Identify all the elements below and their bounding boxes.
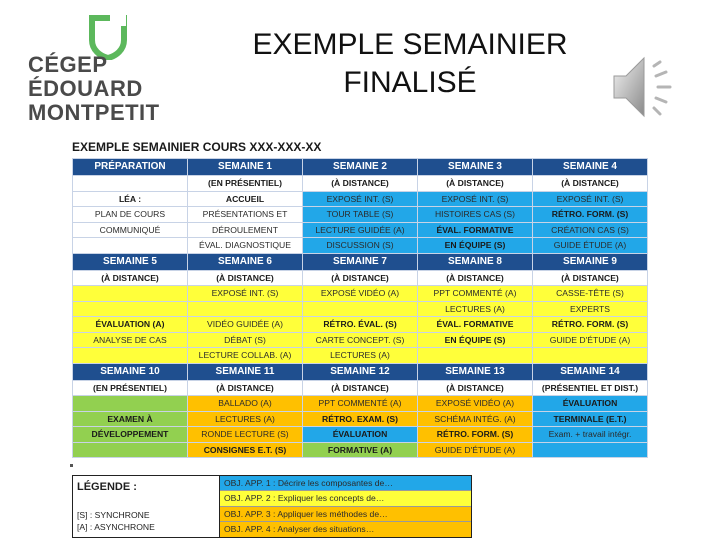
table-cell: PPT COMMENTÉ (A) xyxy=(303,396,418,412)
table-cell: (EN PRÉSENTIEL) xyxy=(73,380,188,396)
table-row xyxy=(73,427,648,443)
slide-title xyxy=(210,26,610,102)
legend-item: OBJ. APP. 1 : Décrire les composantes de… xyxy=(220,476,471,491)
table-cell: COMMUNIQUÉ xyxy=(73,222,188,238)
block1-header: SEMAINE 1 xyxy=(188,159,303,176)
table-cell: (À DISTANCE) xyxy=(303,380,418,396)
table-cell: PPT COMMENTÉ (A) xyxy=(418,286,533,302)
table-cell: BALLADO (A) xyxy=(188,396,303,412)
table-row xyxy=(73,380,648,396)
table-cell xyxy=(188,301,303,317)
table-cell: PRÉSENTATIONS ET xyxy=(188,207,303,223)
table-cell: LECTURE COLLAB. (A) xyxy=(188,348,303,364)
table-row xyxy=(73,176,648,192)
table-cell: ANALYSE DE CAS xyxy=(73,332,188,348)
table-cell: RÉTRO. EXAM. (S) xyxy=(303,411,418,427)
block2-header-row xyxy=(73,253,648,270)
table-cell: (À DISTANCE) xyxy=(533,176,648,192)
table-cell: ÉVAL. DIAGNOSTIQUE xyxy=(188,238,303,254)
logo-line-2: ÉDOUARD xyxy=(28,76,143,101)
legend-asynchrone: [A] : ASYNCHRONE xyxy=(77,522,155,532)
table-cell: ÉVALUATION (A) xyxy=(73,317,188,333)
legend-items xyxy=(219,476,471,537)
table-cell: VIDÉO GUIDÉE (A) xyxy=(188,317,303,333)
table-cell: CONSIGNES E.T. (S) xyxy=(188,442,303,458)
table-cell: HISTOIRES CAS (S) xyxy=(418,207,533,223)
table-cell xyxy=(418,348,533,364)
table-cell: LECTURES (A) xyxy=(303,348,418,364)
table-row xyxy=(73,411,648,427)
table-row xyxy=(73,348,648,364)
table-cell xyxy=(533,348,648,364)
table-cell: LECTURE GUIDÉE (A) xyxy=(303,222,418,238)
table-row xyxy=(73,442,648,458)
table-cell: (À DISTANCE) xyxy=(73,270,188,286)
block1-header-row xyxy=(73,159,648,176)
schedule-table xyxy=(72,158,648,458)
block2-header: SEMAINE 6 xyxy=(188,253,303,270)
slide-title-line-2: FINALISÉ xyxy=(343,66,477,99)
logo-line-1: CÉGEP xyxy=(28,52,108,77)
table-cell: EXPERTS xyxy=(533,301,648,317)
speaker-icon[interactable] xyxy=(610,52,690,122)
table-row xyxy=(73,317,648,333)
table-cell xyxy=(533,442,648,458)
table-cell: (À DISTANCE) xyxy=(303,176,418,192)
table-cell: EXPOSÉ VIDÉO (A) xyxy=(418,396,533,412)
table-cell: SCHÉMA INTÉG. (A) xyxy=(418,411,533,427)
table-cell: EN ÉQUIPE (S) xyxy=(418,332,533,348)
table-cell xyxy=(73,396,188,412)
table-cell: EXPOSÉ VIDÉO (A) xyxy=(303,286,418,302)
table-cell: EN ÉQUIPE (S) xyxy=(418,238,533,254)
table-cell: ÉVAL. FORMATIVE xyxy=(418,317,533,333)
legend-item: OBJ. APP. 3 : Appliquer les méthodes de… xyxy=(220,507,471,522)
table-cell: RÉTRO. FORM. (S) xyxy=(418,427,533,443)
table-cell: (À DISTANCE) xyxy=(533,270,648,286)
table-cell: EXAMEN À xyxy=(73,411,188,427)
table-cell: ÉVALUATION xyxy=(303,427,418,443)
table-cell: CRÉATION CAS (S) xyxy=(533,222,648,238)
block1-header: SEMAINE 4 xyxy=(533,159,648,176)
table-cell xyxy=(73,442,188,458)
table-row xyxy=(73,191,648,207)
table-cell: RÉTRO. FORM. (S) xyxy=(533,207,648,223)
table-cell: (EN PRÉSENTIEL) xyxy=(188,176,303,192)
table-cell: RÉTRO. FORM. (S) xyxy=(533,317,648,333)
table-row xyxy=(73,332,648,348)
table-cell: EXPOSÉ INT. (S) xyxy=(533,191,648,207)
table-row xyxy=(73,396,648,412)
table-cell: PLAN DE COURS xyxy=(73,207,188,223)
table-row xyxy=(73,207,648,223)
table-cell: EXPOSÉ INT. (S) xyxy=(188,286,303,302)
slide-title-line-1: EXEMPLE SEMAINIER xyxy=(252,28,568,61)
table-cell xyxy=(73,348,188,364)
legend-item: OBJ. APP. 2 : Expliquer les concepts de… xyxy=(220,491,471,506)
table-cell: TERMINALE (E.T.) xyxy=(533,411,648,427)
block3-header: SEMAINE 13 xyxy=(418,363,533,380)
table-cell: TOUR TABLE (S) xyxy=(303,207,418,223)
table-cell xyxy=(303,301,418,317)
table-cell: CASSE-TÊTE (S) xyxy=(533,286,648,302)
legend-key xyxy=(73,476,219,537)
block2-header: SEMAINE 8 xyxy=(418,253,533,270)
table-row xyxy=(73,238,648,254)
legend-box xyxy=(72,475,472,538)
block3-header: SEMAINE 12 xyxy=(303,363,418,380)
table-cell: EXPOSÉ INT. (S) xyxy=(418,191,533,207)
table-cell: DÉROULEMENT xyxy=(188,222,303,238)
table-cell: (À DISTANCE) xyxy=(418,176,533,192)
cegep-logo xyxy=(28,14,168,125)
table-cell: GUIDE D'ÉTUDE (A) xyxy=(533,332,648,348)
table-cell: (À DISTANCE) xyxy=(303,270,418,286)
table-row xyxy=(73,222,648,238)
table-cell: (À DISTANCE) xyxy=(418,270,533,286)
table-cell: ACCUEIL xyxy=(188,191,303,207)
table-row xyxy=(73,286,648,302)
table-cell xyxy=(73,238,188,254)
table-cell: (À DISTANCE) xyxy=(418,380,533,396)
table-cell xyxy=(73,301,188,317)
table-cell: RÉTRO. ÉVAL. (S) xyxy=(303,317,418,333)
table-row xyxy=(73,301,648,317)
table-cell: (À DISTANCE) xyxy=(188,270,303,286)
schedule-title: EXEMPLE SEMAINIER COURS XXX-XXX-XX xyxy=(72,140,322,154)
table-cell: (À DISTANCE) xyxy=(188,380,303,396)
table-cell: LECTURES (A) xyxy=(418,301,533,317)
block3-header: SEMAINE 14 xyxy=(533,363,648,380)
table-cell xyxy=(73,176,188,192)
table-cell: DÉBAT (S) xyxy=(188,332,303,348)
legend-title: LÉGENDE : xyxy=(77,481,137,493)
table-cell: LÉA : xyxy=(73,191,188,207)
legend-item: OBJ. APP. 4 : Analyser des situations… xyxy=(220,522,471,537)
block2-header: SEMAINE 9 xyxy=(533,253,648,270)
block3-header: SEMAINE 10 xyxy=(73,363,188,380)
table-cell: CARTE CONCEPT. (S) xyxy=(303,332,418,348)
table-cell: GUIDE ÉTUDE (A) xyxy=(533,238,648,254)
table-cell: DÉVELOPPEMENT xyxy=(73,427,188,443)
logo-line-3: MONTPETIT xyxy=(28,100,160,125)
block2-header: SEMAINE 7 xyxy=(303,253,418,270)
table-cell: ÉVALUATION xyxy=(533,396,648,412)
table-cell: Exam. + travail intégr. xyxy=(533,427,648,443)
table-cell: FORMATIVE (A) xyxy=(303,442,418,458)
table-row xyxy=(73,270,648,286)
bullet-dot xyxy=(70,464,73,467)
block1-header: PRÉPARATION xyxy=(73,159,188,176)
block1-header: SEMAINE 3 xyxy=(418,159,533,176)
block2-header: SEMAINE 5 xyxy=(73,253,188,270)
table-cell: (PRÉSENTIEL ET DIST.) xyxy=(533,380,648,396)
legend-synchrone: [S] : SYNCHRONE xyxy=(77,510,150,520)
block3-header-row xyxy=(73,363,648,380)
table-cell: EXPOSÉ INT. (S) xyxy=(303,191,418,207)
table-cell: RONDE LECTURE (S) xyxy=(188,427,303,443)
table-cell: LECTURES (A) xyxy=(188,411,303,427)
block1-header: SEMAINE 2 xyxy=(303,159,418,176)
table-cell xyxy=(73,286,188,302)
block3-header: SEMAINE 11 xyxy=(188,363,303,380)
table-cell: DISCUSSION (S) xyxy=(303,238,418,254)
table-cell: GUIDE D'ÉTUDE (A) xyxy=(418,442,533,458)
table-cell: ÉVAL. FORMATIVE xyxy=(418,222,533,238)
